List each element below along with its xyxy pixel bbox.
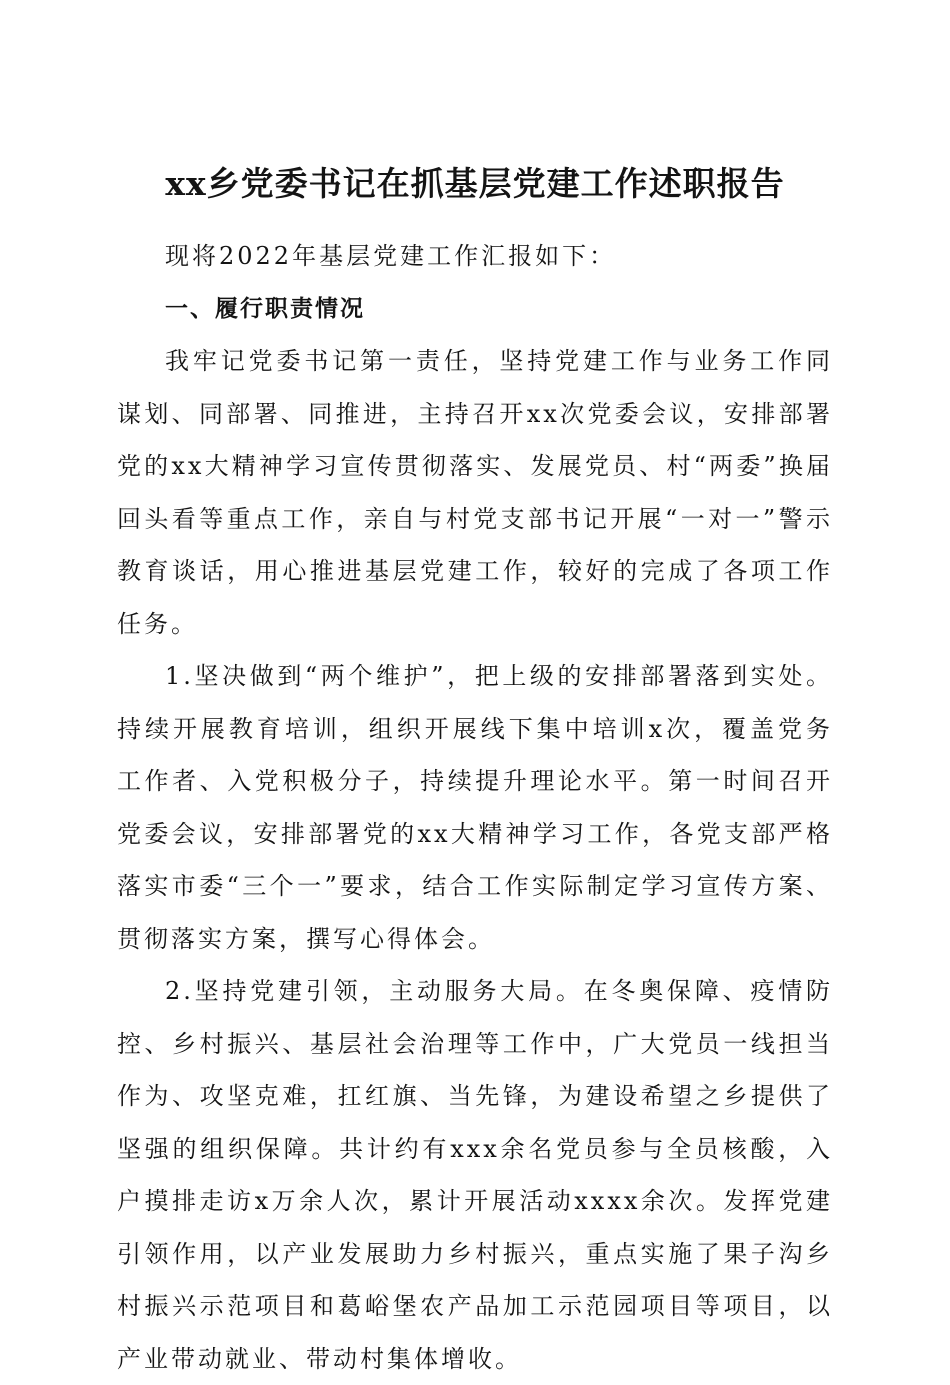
section-paragraph: 我牢记党委书记第一责任，坚持党建工作与业务工作同谋划、同部署、同推进，主持召开xx次党委会议，安排部署党的xx大精神学习宣传贯彻落实、发展党员、村“两委”换届回头看等重点工作，亲自与村党支部书记开展“一对一”警示教育谈话，用心推进基层党建工作，较好的完成了各项工作任务。 xyxy=(117,347,833,638)
document-title: xx乡党委书记在抓基层党建工作述职报告 xyxy=(165,164,785,204)
document-body xyxy=(117,230,833,1385)
item-1-paragraph: 1.坚决做到“两个维护”，把上级的安排部署落到实处。持续开展教育培训，组织开展线下集中培训x次，覆盖党务工作者、入党积极分子，持续提升理论水平。第一时间召开党委会议，安排部署党的xx大精神学习工作，各党支部严格落实市委“三个一”要求，结合工作实际制定学习宣传方案、贯彻落实方案，撰写心得体会。 xyxy=(117,662,833,953)
section-heading: 一、履行职责情况 xyxy=(165,295,365,322)
intro-paragraph: 现将2022年基层党建工作汇报如下： xyxy=(165,242,617,270)
item-2-paragraph: 2.坚持党建引领，主动服务大局。在冬奥保障、疫情防控、乡村振兴、基层社会治理等工作中，广大党员一线担当作为、攻坚克难，扛红旗、当先锋，为建设希望之乡提供了坚强的组织保障。共计约有xxx余名党员参与全员核酸，入户摸排走访x万余人次，累计开展活动xxxx余次。发挥党建引领作用，以产业发展助力乡村振兴，重点实施了果子沟乡村振兴示范项目和葛峪堡农产品加工示范园项目等项目，以产业带动就业、带动村集体增收。 xyxy=(117,977,833,1373)
